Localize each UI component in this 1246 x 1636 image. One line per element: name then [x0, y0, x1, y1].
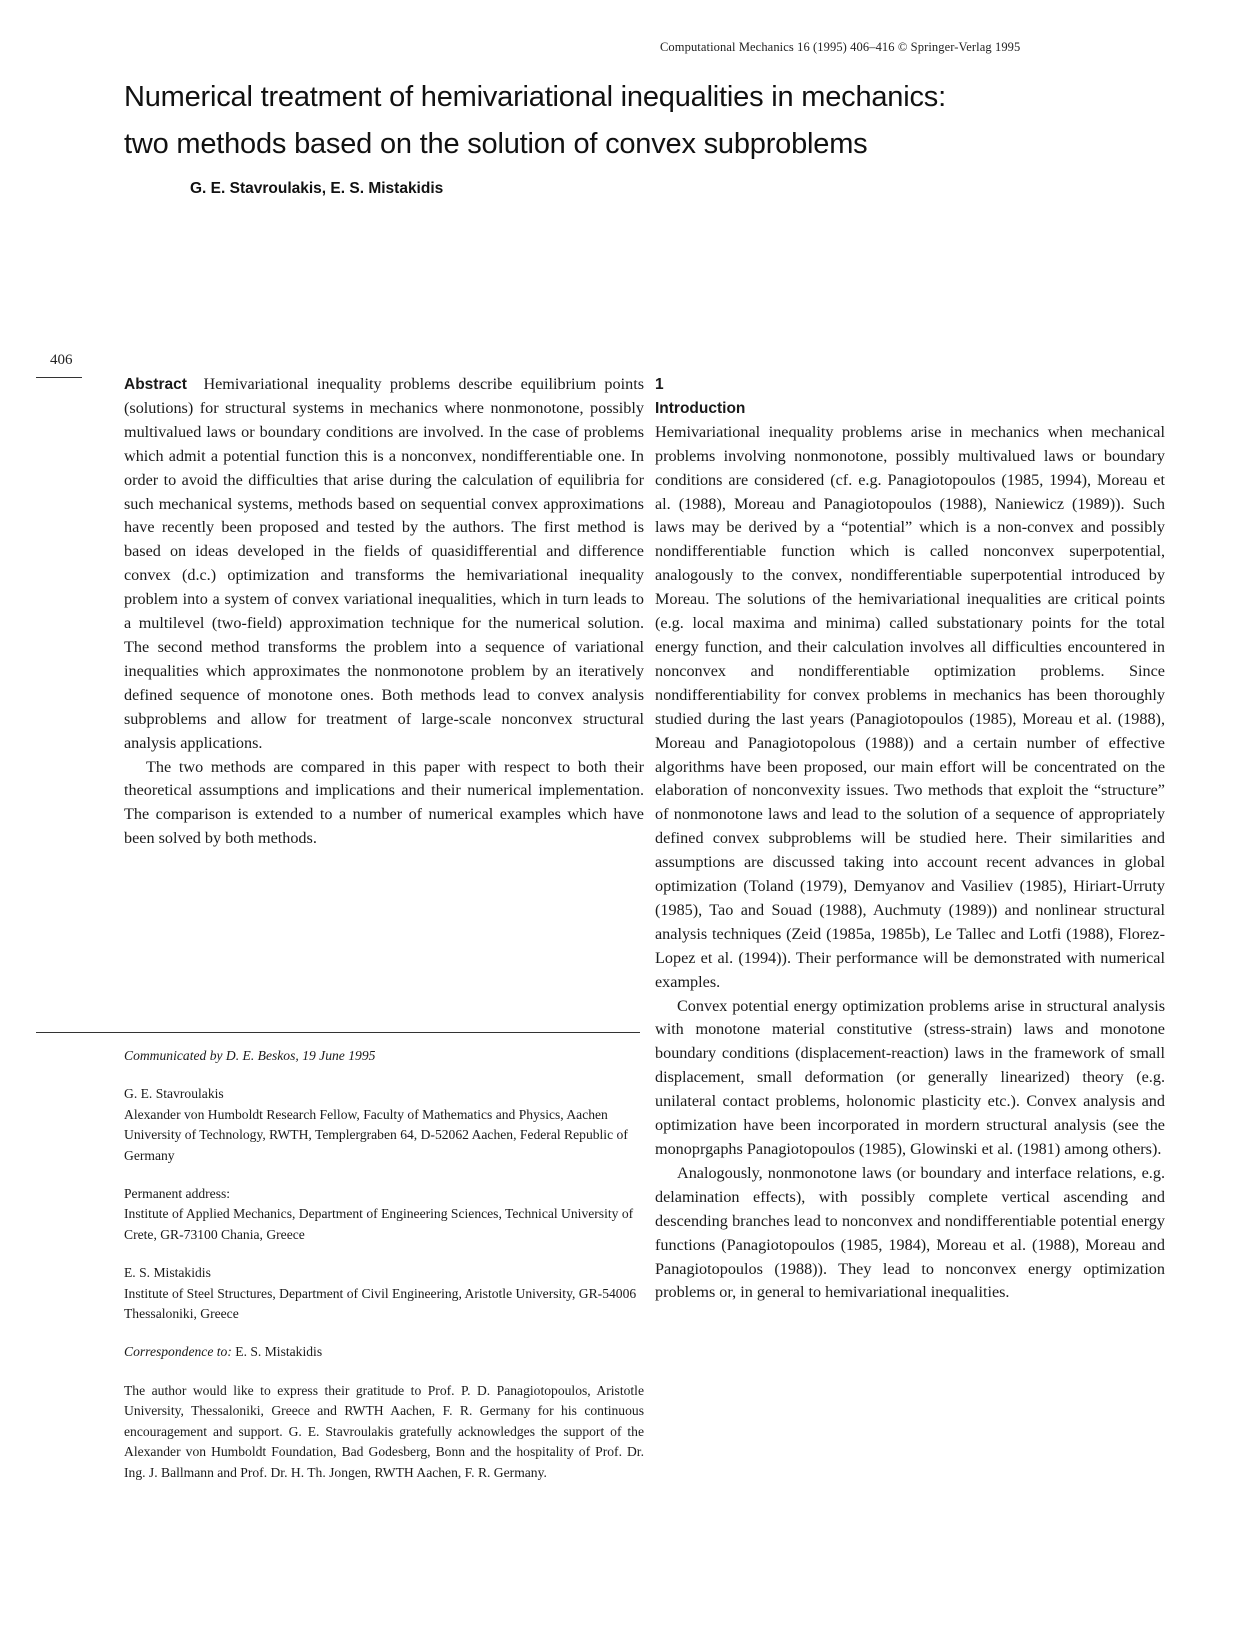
abstract-column: [124, 373, 644, 851]
communicated-by: Communicated by D. E. Beskos, 19 June 1995: [124, 1048, 376, 1063]
permanent-address-label: Permanent address:: [124, 1186, 231, 1202]
abstract-heading: Abstract: [124, 376, 187, 393]
section-heading: Introduction: [655, 399, 746, 417]
intro-paragraph-1: Hemivariational inequality problems arise in mechanics when mechanical problems involving nonmonotone, possibly multivalued laws or boundary conditions are considered (cf. e.g. Panagiotopoulos (1985, 1994), Moreau et al. (1988), Moreau and Panagiotopoulos (1988), Naniewicz (1989)). Such laws may be derived by a “potential” which is a non-convex and possibly nondifferentiable function which is called nonconvex superpotential, analogously to the convex, nondifferentiable superpotential introduced by Moreau. The solutions of the hemivariational inequalities are critical points (e.g. local maxima and minima) called substationary points for the total energy function, and their calculation involves all difficulties encountered in nonconvex and nondifferentiable optimization problems. Since nondifferentiability for convex problems in mechanics has been thoroughly studied during the last years (Panagiotopoulos (1985), Moreau et al. (1988), Moreau and Panagiotopolous (1988)) and a certain number of effective algorithms have been proposed, our main effort will be concentrated on the elaboration of nonconvexity issues. Two methods that exploit the “structure” of nonmonotone laws and lead to the solution of a sequence of appropriately defined convex subproblems will be studied here. Their similarities and assumptions are discussed taking into account recent advances in global optimization (Toland (1979), Demyanov and Vasiliev (1985), Hiriart-Urruty (1985), Tao and Souad (1988), Auchmuty (1989)) and nonlinear structural analysis techniques (Zeid (1985a, 1985b), Le Tallec and Lotfi (1988), Florez-Lopez et al. (1994)). Their performance will be demonstrated with numerical examples.: [655, 422, 1165, 991]
introduction-column: [655, 373, 1165, 1305]
paper-title: [124, 74, 1124, 168]
intro-paragraph-3: Analogously, nonmonotone laws (or boundary and interface relations, e.g. delamination effects), with possibly complete vertical ascending and descending branches lead to nonconvex and nondifferentiable potential energy functions (Panagiotopoulos (1985, 1984), Moreau et al. (1988), Moreau and Panagiotopoulos (1988)). They lead to nonconvex energy optimization problems or, in general to hemivariational inequalities.: [655, 1163, 1165, 1302]
permanent-address: Institute of Applied Mechanics, Department of Engineering Sciences, Technical University of Crete, GR-73100 Chania, Greece: [124, 1206, 634, 1242]
correspondence-name: E. S. Mistakidis: [235, 1344, 323, 1360]
author1-block: [124, 1084, 644, 1166]
abstract-paragraph-2: The two methods are compared in this paper with respect to both their theoretical assumptions and implications and their numerical implementation. The comparison is extended to a number of numerical examples which have been solved by both methods.: [124, 757, 644, 848]
author1-name: G. E. Stavroulakis: [124, 1086, 224, 1102]
abstract-text-1: Hemivariational inequality problems describe equilibrium points (solutions) for structural systems in mechanics where nonmonotone, possibly multivalued laws or boundary conditions are involved. In the case of problems which admit a potential function this is a nonconvex, nondifferentiable one. In order to avoid the difficulties that arise during the calculation of equilibria for such mechanical systems, methods based on sequential convex approximations have recently been proposed and tested by the authors. The first method is based on ideas developed in the fields of quasidifferential and difference convex (d.c.) optimization and transforms the hemivariational inequality problem into a system of convex variational inequalities, which in turn leads to a multilevel (two-field) approximation technique for the numerical solution. The second method transforms the problem into a sequence of variational inequalities which approximates the nonmonotone problem by an iteratively defined sequence of monotone ones. Both methods lead to convex analysis subproblems and allow for treatment of large-scale nonconvex structural analysis applications.: [124, 375, 644, 752]
section-number: 1: [655, 376, 664, 393]
authors: G. E. Stavroulakis, E. S. Mistakidis: [190, 180, 444, 197]
author1-affiliation: Alexander von Humboldt Research Fellow, Faculty of Mathematics and Physics, Aachen University of Technology, RWTH, Templergraben 64, D-52062 Aachen, Federal Republic of Germany: [124, 1106, 628, 1163]
margin-divider: [36, 377, 82, 378]
correspondence-label: Correspondence to:: [124, 1344, 232, 1360]
title-line-2: two methods based on the solution of convex subproblems: [124, 128, 868, 160]
journal-citation: Computational Mechanics 16 (1995) 406–416 © Springer-Verlag 1995: [660, 40, 1021, 54]
author2-block: [124, 1263, 644, 1324]
title-line-1: Numerical treatment of hemivariational inequalities in mechanics:: [124, 81, 946, 113]
correspondence: [124, 1342, 644, 1362]
author2-affiliation: Institute of Steel Structures, Department of Civil Engineering, Aristotle University, GR-54006 Thessaloniki, Greece: [124, 1285, 637, 1322]
permanent-address-block: [124, 1184, 644, 1245]
footnote-divider: [36, 1032, 640, 1033]
abstract-paragraph-1: [124, 373, 644, 756]
author2-name: E. S. Mistakidis: [124, 1265, 211, 1281]
footnotes: [124, 1046, 644, 1483]
page-number: 406: [50, 352, 73, 368]
intro-paragraph-2: Convex potential energy optimization problems arise in structural analysis with monotone material constitutive (stress-strain) laws and monotone boundary conditions (displacement-reaction) laws in the framework of small displacement, small deformation (or generally linearized) theory (e.g. unilateral contact problems, holonomic plasticity etc.). Convex analysis and optimization have been incorporated in mordern structural analysis (see the monoprgaphs Panagiotopoulos (1985), Glowinski et al. (1981) among others).: [655, 996, 1165, 1158]
acknowledgement: The author would like to express their gratitude to Prof. P. D. Panagiotopoulos, Aristotle University, Thessaloniki, Greece and RWTH Aachen, F. R. Germany for his continuous encouragement and support. G. E. Stavroulakis gratefully acknowledges the support of the Alexander von Humboldt Foundation, Bad Godesberg, Bonn and the hospitality of Prof. Dr. Ing. J. Ballmann and Prof. Dr. H. Th. Jongen, RWTH Aachen, F. R. Germany.: [124, 1382, 644, 1480]
